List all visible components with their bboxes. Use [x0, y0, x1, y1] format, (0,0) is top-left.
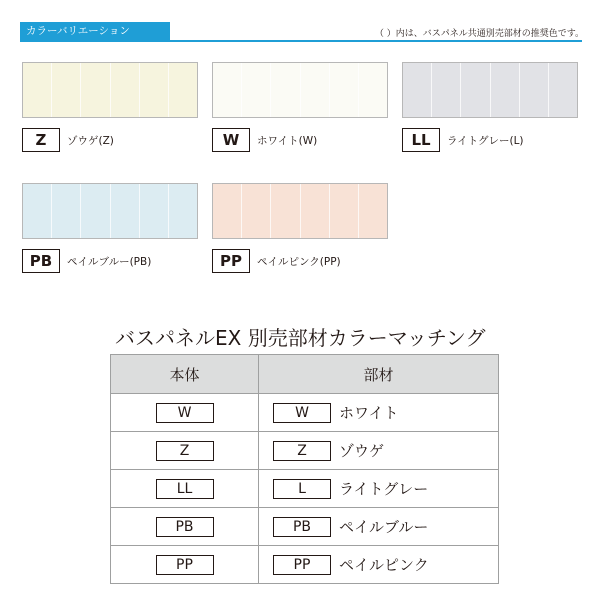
color-label-pp: ペイルピンク(PP) [257, 255, 341, 268]
part-name: ゾウゲ [339, 442, 385, 460]
body-code: PB [156, 517, 214, 537]
color-code-z: Z [22, 128, 60, 152]
part-name: ペイルブルー [339, 518, 429, 536]
color-code-pp: PP [212, 249, 250, 273]
part-cell [259, 508, 499, 546]
body-cell [111, 432, 259, 470]
body-code: PP [156, 555, 214, 575]
swatch-item-pb [22, 183, 198, 273]
part-name: ライトグレー [339, 480, 429, 498]
body-cell [111, 394, 259, 432]
color-swatch-ll [402, 62, 578, 118]
color-swatch-pp [212, 183, 388, 239]
color-code-ll: LL [402, 128, 440, 152]
body-cell [111, 546, 259, 584]
part-code: W [273, 403, 331, 423]
header-body: 本体 [111, 355, 259, 394]
part-cell [259, 546, 499, 584]
part-cell [259, 432, 499, 470]
color-label-w: ホワイト(W) [257, 134, 318, 147]
body-cell [111, 508, 259, 546]
part-name: ペイルピンク [339, 556, 429, 574]
color-label-pb: ペイルブルー(PB) [67, 255, 152, 268]
part-name: ホワイト [339, 404, 399, 422]
color-label-z: ゾウゲ(Z) [67, 134, 114, 147]
color-swatch-z [22, 62, 198, 118]
table-row [111, 508, 499, 546]
color-matching-table [110, 354, 499, 584]
body-code: Z [156, 441, 214, 461]
recommendation-note: （ ）内は、バスパネル共通別売部材の推奨色です。 [374, 29, 584, 39]
section-title: カラーバリエーション [20, 22, 170, 40]
part-code: PB [273, 517, 331, 537]
color-swatch-pb [22, 183, 198, 239]
table-row [111, 394, 499, 432]
part-code: L [273, 479, 331, 499]
color-code-w: W [212, 128, 250, 152]
swatch-item-ll [402, 62, 578, 152]
swatch-item-pp [212, 183, 388, 273]
part-code: Z [273, 441, 331, 461]
color-label-ll: ライトグレー(L) [447, 134, 524, 147]
color-code-pb: PB [22, 249, 60, 273]
table-header-row [111, 355, 499, 394]
matching-title: バスパネルEX 別売部材カラーマッチング [115, 326, 486, 350]
body-code: W [156, 403, 214, 423]
table-row [111, 470, 499, 508]
body-cell [111, 470, 259, 508]
table-row [111, 432, 499, 470]
color-swatch-w [212, 62, 388, 118]
part-code: PP [273, 555, 331, 575]
part-cell [259, 470, 499, 508]
table-row [111, 546, 499, 584]
swatch-item-w [212, 62, 388, 152]
swatch-item-z [22, 62, 198, 152]
header-part: 部材 [259, 355, 499, 394]
section-divider [20, 40, 582, 42]
body-code: LL [156, 479, 214, 499]
part-cell [259, 394, 499, 432]
